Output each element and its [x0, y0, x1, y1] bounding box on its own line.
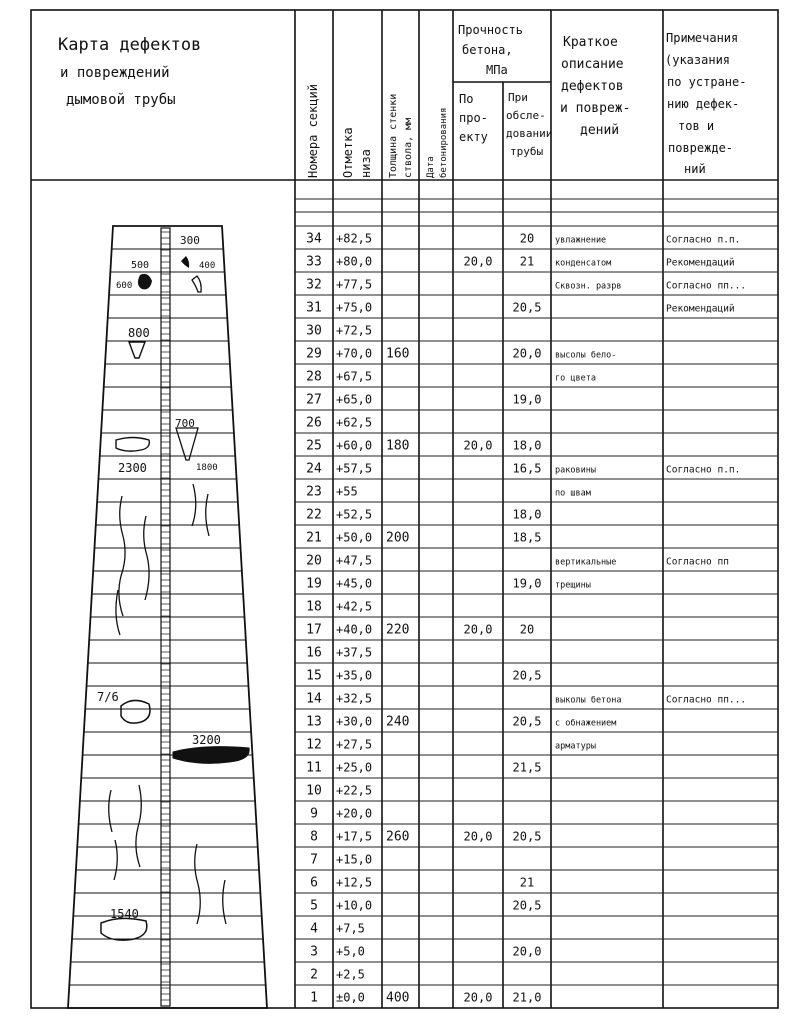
- table-row: [306, 278, 746, 293]
- table-rows: [306, 232, 746, 1006]
- defect-description: увлажнение: [555, 235, 607, 246]
- section-number: 14: [306, 691, 322, 707]
- surveyed-strength: 16,5: [512, 461, 542, 476]
- chimney-section-bands: [69, 249, 265, 985]
- surveyed-strength: 20,0: [512, 944, 542, 959]
- surveyed-strength: 21,5: [512, 760, 542, 775]
- surveyed-strength: 20,5: [512, 300, 542, 315]
- elevation: +55: [336, 484, 358, 499]
- table-row: [310, 830, 541, 845]
- surveyed-strength: 21: [519, 875, 535, 890]
- section-number: 22: [306, 507, 322, 523]
- section-number: 8: [310, 829, 318, 845]
- remedy-note: Согласно п.п.: [666, 464, 741, 476]
- header-notes-line-6: поврежде-: [668, 141, 734, 155]
- elevation: +72,5: [336, 323, 373, 338]
- header-notes-line-3: по устране-: [667, 75, 747, 89]
- section-number: 31: [306, 300, 322, 316]
- remedy-note: Согласно пп...: [666, 694, 747, 706]
- defect-spall-icon: [121, 700, 150, 723]
- defect-exposed-rebar-icon: [173, 747, 249, 764]
- remedy-note: Согласно пп: [666, 556, 729, 568]
- defect-label: 300: [180, 234, 200, 247]
- header-description: [560, 35, 630, 138]
- wall-thickness: 240: [386, 714, 410, 730]
- section-number: 26: [306, 415, 322, 431]
- header-design-line-2: про-: [459, 111, 488, 125]
- wall-thickness: 400: [386, 990, 410, 1006]
- ladder-rungs: [161, 232, 170, 1000]
- section-number: 19: [306, 576, 322, 592]
- crack-line: [223, 880, 226, 924]
- section-number: 15: [306, 668, 322, 684]
- map-title-line-2: и повреждений: [60, 65, 170, 81]
- elevation: +2,5: [336, 967, 365, 982]
- surveyed-strength: 18,0: [512, 507, 542, 522]
- header-description-line-2: описание: [561, 57, 624, 72]
- elevation: +35,0: [336, 668, 373, 683]
- defect-description: Сквозн. разрв: [555, 281, 622, 292]
- design-strength: 20,0: [463, 622, 493, 637]
- header-date-line-1: Дата: [426, 156, 436, 178]
- section-number: 4: [310, 921, 318, 937]
- surveyed-strength: 20,5: [512, 898, 542, 913]
- elevation: +27,5: [336, 737, 373, 752]
- section-number: 1: [310, 990, 318, 1006]
- elevation: +17,5: [336, 829, 373, 844]
- header-strength-line-2: бетона,: [462, 43, 513, 57]
- header-surveyed-line-1: При: [508, 91, 528, 104]
- table-row: [306, 669, 541, 684]
- table-row: [306, 577, 591, 592]
- header-description-line-4: и повреж-: [560, 101, 631, 116]
- elevation: +45,0: [336, 576, 373, 591]
- elevation: +25,0: [336, 760, 373, 775]
- elevation: +10,0: [336, 898, 373, 913]
- table-row: [306, 715, 616, 730]
- defect-efflorescence-icon: [129, 342, 145, 358]
- surveyed-strength: 20: [519, 231, 535, 246]
- surveyed-strength: 20,5: [512, 668, 542, 683]
- table-row: [306, 646, 372, 661]
- section-number: 11: [306, 760, 322, 776]
- section-number: 12: [306, 737, 322, 753]
- header-date-line-2: бетонирования: [439, 107, 449, 178]
- defect-dimension-labels: [97, 234, 221, 921]
- section-number: 29: [306, 346, 322, 362]
- section-number: 21: [306, 530, 322, 546]
- header-notes-line-2: (указания: [665, 53, 731, 67]
- section-number: 30: [306, 323, 322, 339]
- header-section-numbers: Номера секций: [306, 84, 320, 178]
- defect-description: раковины: [555, 465, 596, 476]
- section-number: 17: [306, 622, 322, 638]
- defect-label: 400: [199, 261, 216, 271]
- header-wall-line-1: Толщина стенки: [388, 93, 399, 178]
- header-strength: [458, 23, 523, 77]
- table-row: [306, 439, 541, 454]
- header-surveyed-line-4: трубы: [510, 145, 544, 158]
- section-number: 3: [310, 944, 318, 960]
- table-row: [310, 876, 534, 891]
- chimney-drawing: [68, 226, 267, 1008]
- elevation: +22,5: [336, 783, 373, 798]
- wall-thickness: 180: [386, 438, 410, 454]
- table-row: [306, 508, 541, 523]
- elevation: +7,5: [336, 921, 365, 936]
- remedy-note: Согласно пп...: [666, 280, 747, 292]
- map-title-line-3: дымовой трубы: [66, 92, 176, 108]
- section-number: 7: [310, 852, 318, 868]
- crack-line: [206, 494, 209, 536]
- header-notes: [665, 31, 746, 176]
- section-number: 32: [306, 277, 322, 293]
- header-notes-line-7: ний: [684, 162, 706, 176]
- design-strength: 20,0: [463, 990, 493, 1005]
- header-strength-line-1: Прочность: [458, 23, 524, 37]
- defect-hole-icon: [138, 274, 152, 289]
- header-design-line-1: По: [459, 92, 474, 106]
- elevation: +80,0: [336, 254, 373, 269]
- table-row: [306, 255, 734, 270]
- section-number: 18: [306, 599, 322, 615]
- table-row: [310, 945, 541, 960]
- elevation: +40,0: [336, 622, 373, 637]
- crack-line: [114, 840, 117, 880]
- table-row: [310, 853, 372, 868]
- header-wall-line-2: ствола, мм: [403, 117, 414, 178]
- table-row: [310, 899, 541, 914]
- header-notes-line-4: нию дефек-: [667, 97, 740, 111]
- wall-thickness: 260: [386, 829, 410, 845]
- defect-stain-icon: [181, 256, 189, 268]
- defect-label: 700: [175, 417, 195, 430]
- elevation: +57,5: [336, 461, 373, 476]
- elevation: +37,5: [336, 645, 373, 660]
- surveyed-strength: 20,5: [512, 829, 542, 844]
- defect-description: с обнажением: [555, 718, 617, 729]
- elevation: +65,0: [336, 392, 373, 407]
- table-row: [310, 991, 541, 1006]
- defect-description: трещины: [555, 580, 591, 591]
- header-notes-line-1: Примечания: [666, 31, 739, 45]
- elevation: +70,0: [336, 346, 373, 361]
- defect-spall-icon: [101, 918, 147, 940]
- map-title: [58, 35, 201, 108]
- header-description-line-5: дений: [580, 123, 620, 138]
- remedy-note: Рекомендаций: [666, 257, 735, 269]
- header-elevation-line-2: низа: [359, 149, 373, 178]
- section-number: 2: [310, 967, 318, 983]
- table-row: [306, 784, 372, 799]
- table-row: [306, 370, 596, 385]
- map-title-line-1: Карта дефектов: [58, 35, 202, 55]
- elevation: +32,5: [336, 691, 373, 706]
- header-description-line-3: дефектов: [561, 79, 624, 94]
- crack-line: [144, 516, 149, 600]
- elevation: +30,0: [336, 714, 373, 729]
- wall-thickness: 220: [386, 622, 410, 638]
- table-row: [310, 968, 365, 983]
- table-row: [306, 738, 596, 753]
- defect-description: конденсатом: [555, 258, 612, 269]
- crack-line: [109, 790, 112, 832]
- surveyed-strength: 18,5: [512, 530, 542, 545]
- table-row: [306, 393, 541, 408]
- section-number: 6: [310, 875, 318, 891]
- elevation: +62,5: [336, 415, 373, 430]
- defect-description: выколы бетона: [555, 695, 622, 706]
- defect-label: 500: [131, 260, 150, 271]
- section-number: 24: [306, 461, 322, 477]
- design-strength: 20,0: [463, 829, 493, 844]
- table-row: [310, 807, 372, 822]
- defect-label: 3200: [192, 733, 221, 747]
- table-row: [306, 324, 372, 339]
- section-number: 28: [306, 369, 322, 385]
- table-row: [306, 416, 372, 431]
- remedy-note: Рекомендаций: [666, 303, 735, 315]
- elevation: +52,5: [336, 507, 373, 522]
- crack-line: [136, 785, 141, 867]
- section-number: 9: [310, 806, 318, 822]
- header-surveyed-line-3: довании: [506, 127, 553, 140]
- defect-label: 800: [128, 326, 150, 340]
- section-number: 23: [306, 484, 322, 500]
- elevation: +60,0: [336, 438, 373, 453]
- section-number: 34: [306, 231, 322, 247]
- table-row: [310, 922, 365, 937]
- section-number: 20: [306, 553, 322, 569]
- header-description-line-1: Краткое: [563, 35, 618, 50]
- section-number: 10: [306, 783, 322, 799]
- defect-description: высолы бело-: [555, 350, 617, 361]
- table-row: [306, 347, 616, 362]
- defect-description: арматуры: [555, 741, 596, 752]
- defect-stain-icon: [192, 276, 201, 292]
- design-strength: 20,0: [463, 438, 493, 453]
- header-design-line-3: екту: [459, 130, 488, 144]
- header-surveyed-line-2: обсле-: [506, 109, 546, 122]
- header-elevation-line-1: Отметка: [341, 127, 355, 178]
- defect-shell-icon: [116, 438, 149, 452]
- section-number: 16: [306, 645, 322, 661]
- header-design: [459, 92, 488, 144]
- section-number: 5: [310, 898, 318, 914]
- table-row: [306, 761, 541, 776]
- elevation: ±0,0: [336, 990, 365, 1005]
- section-number: 27: [306, 392, 322, 408]
- header-notes-line-5: тов и: [678, 119, 715, 133]
- crack-line: [192, 484, 196, 526]
- table-row: [306, 462, 740, 477]
- elevation: +15,0: [336, 852, 373, 867]
- elevation: +20,0: [336, 806, 373, 821]
- surveyed-strength: 20,5: [512, 714, 542, 729]
- elevation: +50,0: [336, 530, 373, 545]
- wall-thickness: 200: [386, 530, 410, 546]
- elevation: +47,5: [336, 553, 373, 568]
- wall-thickness: 160: [386, 346, 410, 362]
- surveyed-strength: 20: [519, 622, 535, 637]
- table-row: [306, 554, 729, 569]
- surveyed-strength: 18,0: [512, 438, 542, 453]
- surveyed-strength: 21,0: [512, 990, 542, 1005]
- table-row: [306, 531, 541, 546]
- defect-label: 1540: [110, 907, 139, 921]
- table-row: [306, 600, 372, 615]
- table-row: [306, 623, 534, 638]
- header-strength-line-3: МПа: [486, 63, 508, 77]
- remedy-note: Согласно п.п.: [666, 234, 741, 246]
- defect-label: 2300: [118, 461, 147, 475]
- defect-description: го цвета: [555, 373, 596, 384]
- surveyed-strength: 19,0: [512, 392, 542, 407]
- defect-label: 7/6: [97, 690, 119, 704]
- elevation: +75,0: [336, 300, 373, 315]
- defect-label: 1800: [196, 463, 218, 473]
- elevation: +12,5: [336, 875, 373, 890]
- elevation: +77,5: [336, 277, 373, 292]
- crack-line: [119, 496, 125, 616]
- table-row: [306, 301, 734, 316]
- header-surveyed: [506, 91, 552, 158]
- table-row: [306, 485, 591, 500]
- surveyed-strength: 20,0: [512, 346, 542, 361]
- section-number: 25: [306, 438, 322, 454]
- section-number: 33: [306, 254, 322, 270]
- design-strength: 20,0: [463, 254, 493, 269]
- table-row: [306, 692, 746, 707]
- elevation: +42,5: [336, 599, 373, 614]
- table-row: [306, 232, 740, 247]
- elevation: +82,5: [336, 231, 373, 246]
- section-number: 13: [306, 714, 322, 730]
- crack-line: [195, 844, 201, 924]
- defect-description: вертикальные: [555, 557, 617, 568]
- surveyed-strength: 21: [519, 254, 535, 269]
- surveyed-strength: 19,0: [512, 576, 542, 591]
- elevation: +5,0: [336, 944, 365, 959]
- elevation: +67,5: [336, 369, 373, 384]
- defect-description: по швам: [555, 488, 591, 499]
- defect-label: 600: [116, 281, 133, 291]
